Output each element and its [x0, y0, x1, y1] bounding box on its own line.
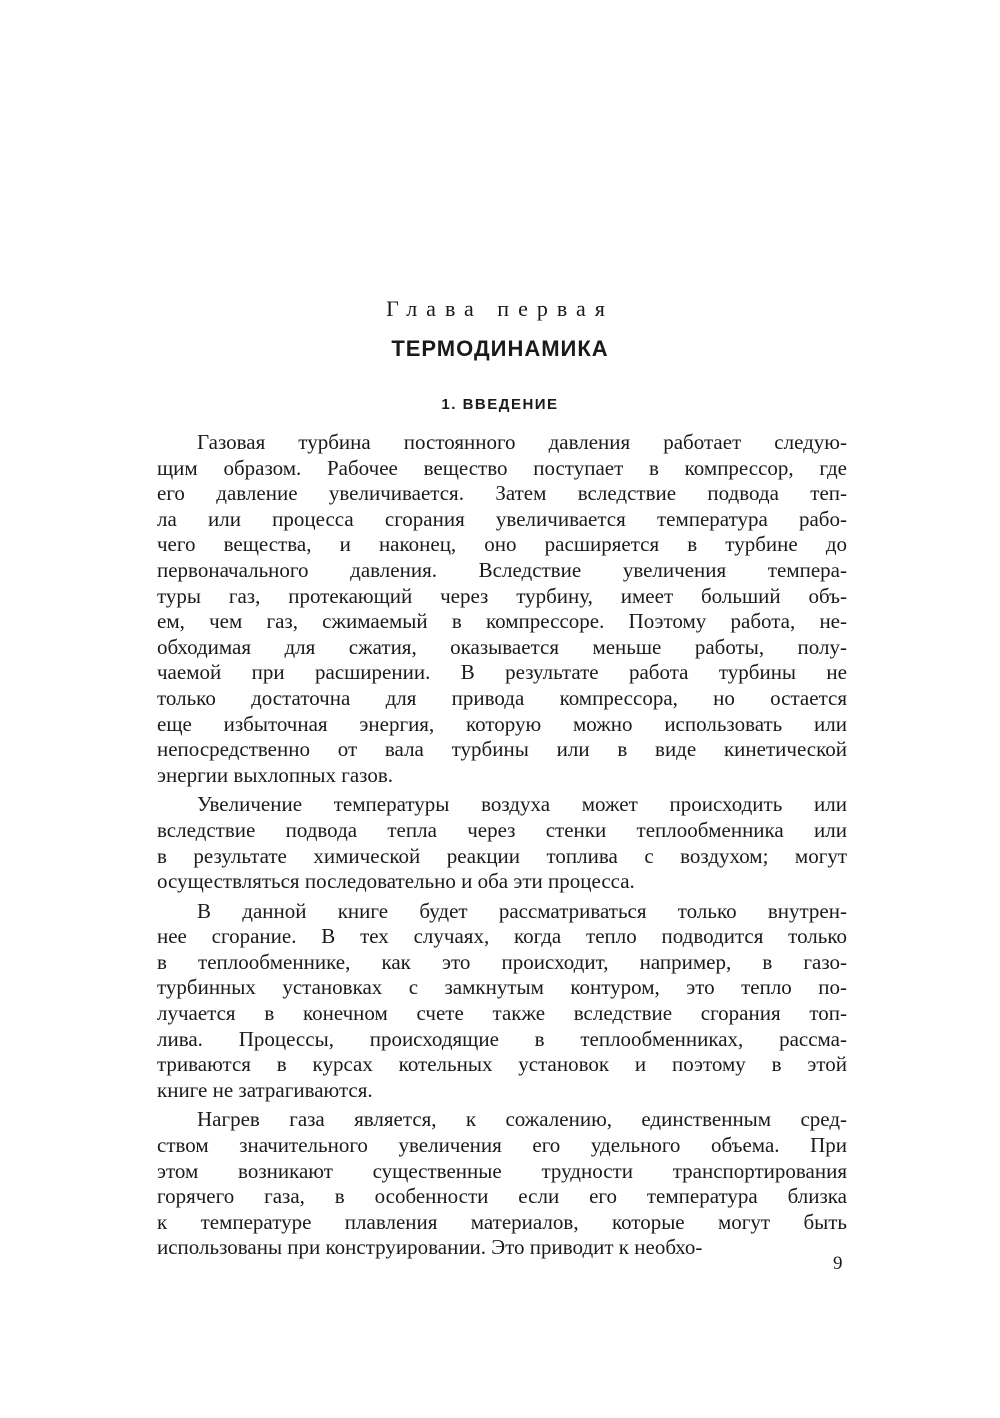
- chapter-label: Глава первая: [386, 296, 614, 321]
- section-title: 1. ВВЕДЕНИЕ: [441, 396, 559, 413]
- paragraph: [157, 1107, 847, 1261]
- text-line: чаемой при расширении. В результате работа турбины не: [157, 660, 847, 685]
- body-text: [157, 430, 847, 1265]
- text-line: лива. Процессы, происходящие в теплообменниках, рассма-: [157, 1026, 847, 1051]
- text-line: использованы при конструировании. Это приводит к необхо-: [157, 1235, 703, 1260]
- text-line: ством значительного увеличения его удельного объема. При: [157, 1133, 847, 1158]
- paragraph: [157, 899, 847, 1104]
- text-line: ем, чем газ, сжимаемый в компрессоре. Поэтому работа, не-: [157, 609, 847, 634]
- text-line: туры газ, протекающий через турбину, имеет больший объ-: [157, 583, 847, 608]
- text-line: к температуре плавления материалов, которые могут быть: [157, 1209, 847, 1234]
- text-line: книге не затрагиваются.: [157, 1077, 373, 1102]
- text-line: В данной книге будет рассматриваться только внутрен-: [197, 898, 847, 923]
- text-line: непосредственно от вала турбины или в виде кинетической: [157, 737, 847, 762]
- text-line: в теплообменнике, как это происходит, например, в газо-: [157, 949, 847, 974]
- chapter-title: ТЕРМОДИНАМИКА: [391, 336, 609, 361]
- text-line: осуществляться последовательно и оба эти процесса.: [157, 869, 635, 894]
- page-number: 9: [833, 1253, 843, 1274]
- text-line: триваются в курсах котельных установок и поэтому в этой: [157, 1052, 847, 1077]
- text-line: Увеличение температуры воздуха может происходить или: [197, 792, 847, 817]
- text-line: этом возникают существенные трудности транспортирования: [157, 1158, 847, 1183]
- text-line: энергии выхлопных газов.: [157, 762, 394, 787]
- text-line: первоначального давления. Вследствие увеличения темпера-: [157, 557, 847, 582]
- text-line: еще избыточная энергия, которую можно использовать или: [157, 711, 847, 736]
- text-line: Нагрев газа является, к сожалению, единственным сред-: [197, 1107, 847, 1132]
- text-line: щим образом. Рабочее вещество поступает в компрессор, где: [157, 455, 847, 480]
- text-line: обходимая для сжатия, оказывается меньше работы, полу-: [157, 634, 847, 659]
- text-line: нее сгорание. В тех случаях, когда тепло подводится только: [157, 924, 847, 949]
- text-line: горячего газа, в особенности если его температура близка: [157, 1184, 847, 1209]
- text-line: Газовая турбина постоянного давления работает следую-: [197, 430, 847, 454]
- paragraph: [157, 430, 847, 788]
- text-line: турбинных установках с замкнутым контуром, это тепло по-: [157, 975, 847, 1000]
- text-line: лучается в конечном счете также вследствие сгорания топ-: [157, 1001, 847, 1026]
- text-line: вследствие подвода тепла через стенки теплообменника или: [157, 817, 847, 842]
- text-line: ла или процесса сгорания увеличивается температура рабо-: [157, 506, 847, 531]
- text-line: в результате химической реакции топлива с воздухом; могут: [157, 843, 847, 868]
- text-line: его давление увеличивается. Затем вследствие подвода теп-: [157, 481, 847, 506]
- paragraph: [157, 792, 847, 894]
- text-line: чего вещества, и наконец, оно расширяется в турбине до: [157, 532, 847, 557]
- text-line: только достаточна для привода компрессора, но остается: [157, 685, 847, 710]
